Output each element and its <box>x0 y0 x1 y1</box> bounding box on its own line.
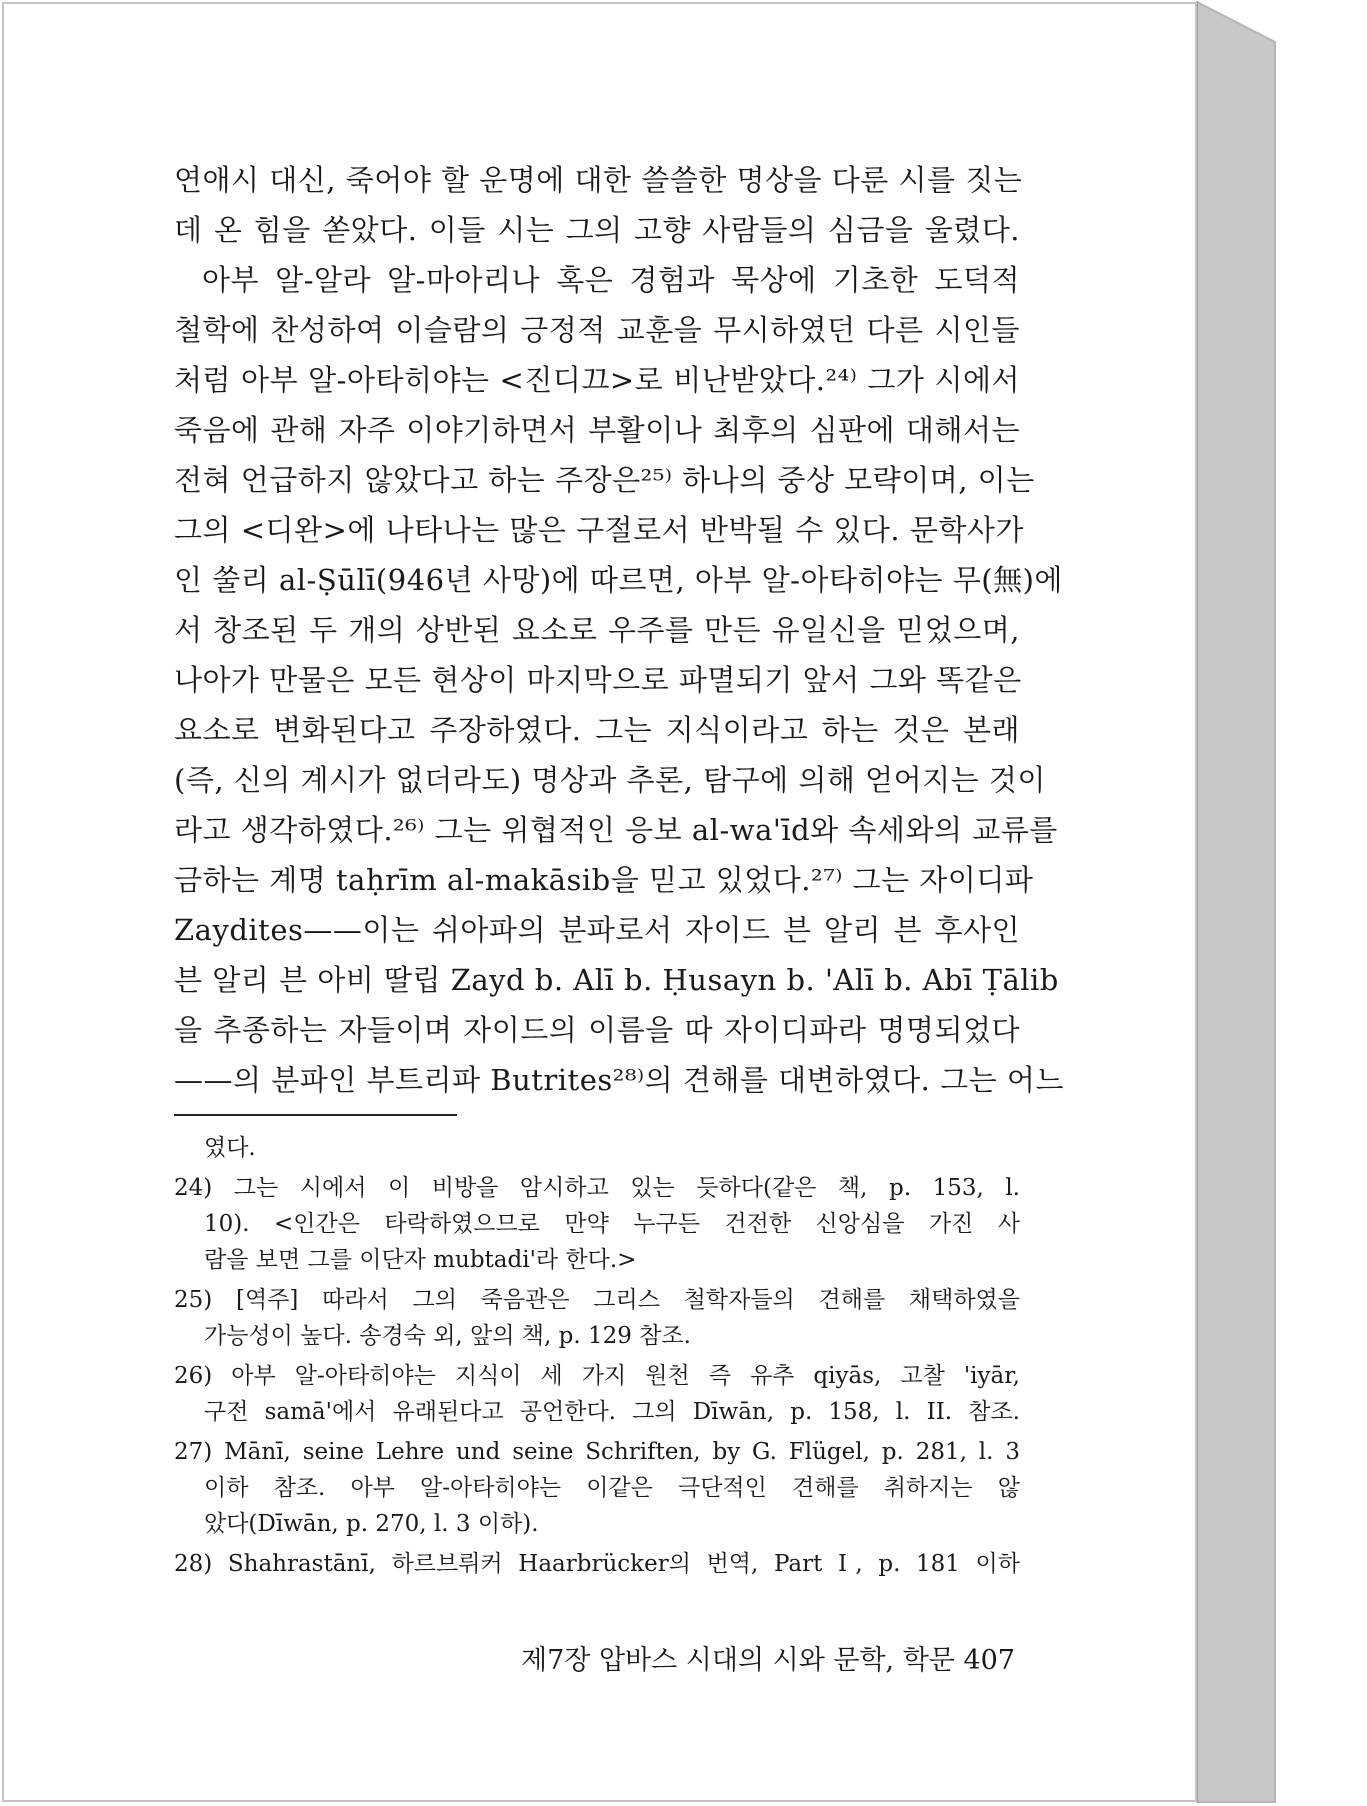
page-footer: 제7장 압바스 시대의 시와 문학, 학문 407 <box>521 1645 1015 1676</box>
footnote-line: 10). <인간은 타락하였으므로 만약 누구든 건전한 신앙심을 가진 사 <box>204 1211 1020 1237</box>
text-line: 나아가 만물은 모든 현상이 마지막으로 파멸되기 앞서 그와 똑같은 <box>174 663 1022 697</box>
footnote-line: 았다(Dīwān, p. 270, l. 3 이하). <box>204 1511 539 1537</box>
text-line: 금하는 계명 taḥrīm al-makāsib을 믿고 있었다.²⁷⁾ 그는 자이디파 <box>174 863 1034 897</box>
footnote-divider <box>174 1114 457 1116</box>
footnote-line: 가능성이 높다. 송경숙 외, 앞의 책, p. 129 참조. <box>204 1323 691 1349</box>
text-line: 그의 <디완>에 나타나는 많은 구절로서 반박될 수 있다. 문학사가 <box>174 513 1024 547</box>
text-line: 서 창조된 두 개의 상반된 요소로 우주를 만든 유일신을 믿었으며, <box>174 613 1020 647</box>
footnote-line: 람을 보면 그를 이단자 mubtadi'라 한다.> <box>204 1247 637 1273</box>
footnotes <box>174 1130 1020 1582</box>
text-line: 철학에 찬성하여 이슬람의 긍정적 교훈을 무시하였던 다른 시인들 <box>174 313 1020 347</box>
text-line: 연애시 대신, 죽어야 할 운명에 대한 쓸쓸한 명상을 다룬 시를 짓는 <box>174 163 1023 197</box>
footnote-line: 26) 아부 알-아타히야는 지식이 세 가지 원천 즉 유추 qiyās, 고찰 'iyār, <box>174 1363 1020 1389</box>
footnote-line: 였다. <box>204 1135 256 1161</box>
footnote-line: 이하 참조. 아부 알-아타히야는 이같은 극단적인 견해를 취하지는 않 <box>204 1475 1020 1501</box>
text-line: 데 온 힘을 쏟았다. 이들 시는 그의 고향 사람들의 심금을 울렸다. <box>174 213 1020 247</box>
text-line: ——의 분파인 부트리파 Butrites²⁸⁾의 견해를 대변하였다. 그는 어느 <box>174 1063 1064 1097</box>
text-line: 죽음에 관해 자주 이야기하면서 부활이나 최후의 심판에 대해서는 <box>174 413 1020 447</box>
main-text <box>174 155 1064 1105</box>
footnote-line: 28) Shahrastānī, 하르브뤼커 Haarbrücker의 번역, Part Ⅰ, p. 181 이하 <box>174 1551 1020 1577</box>
text-line: 아부 알-알라 알-마아리나 혹은 경험과 묵상에 기초한 도덕적 <box>202 263 1020 297</box>
text-line: 처럼 아부 알-아타히야는 <진디끄>로 비난받았다.²⁴⁾ 그가 시에서 <box>174 363 1020 397</box>
text-line: (즉, 신의 계시가 없더라도) 명상과 추론, 탐구에 의해 얻어지는 것이 <box>174 763 1046 797</box>
footnote-line: 24) 그는 시에서 이 비방을 암시하고 있는 듯하다(같은 책, p. 153, l. <box>174 1175 1020 1201</box>
text-line: 인 쑬리 al-Ṣūlī(946년 사망)에 따르면, 아부 알-아타히야는 무(無)에 <box>174 563 1063 597</box>
text-line: 전혀 언급하지 않았다고 하는 주장은²⁵⁾ 하나의 중상 모략이며, 이는 <box>174 463 1035 497</box>
text-line: 븐 알리 븐 아비 딸립 Zayd b. Alī b. Ḥusayn b. 'Alī b. Abī Ṭālib <box>174 963 1059 997</box>
footnote-line: 구전 samā'에서 유래된다고 공언한다. 그의 Dīwān, p. 158, l. II. 참조. <box>204 1399 1020 1425</box>
text-line: 요소로 변화된다고 주장하였다. 그는 지식이라고 하는 것은 본래 <box>174 713 1020 747</box>
footnote-line: 27) Mānī, seine Lehre und seine Schriften, by G. Flügel, p. 281, l. 3 <box>174 1439 1020 1465</box>
text-line: 을 추종하는 자들이며 자이드의 이름을 따 자이디파라 명명되었다 <box>174 1013 1020 1047</box>
text-line: 라고 생각하였다.²⁶⁾ 그는 위협적인 응보 al-wa'īd와 속세와의 교류를 <box>174 813 1058 847</box>
footnote-line: 25) [역주] 따라서 그의 죽음관은 그리스 철학자들의 견해를 채택하였을 <box>174 1287 1020 1313</box>
text-line: Zaydites——이는 쉬아파의 분파로서 자이드 븐 알리 븐 후사인 <box>174 913 1020 947</box>
